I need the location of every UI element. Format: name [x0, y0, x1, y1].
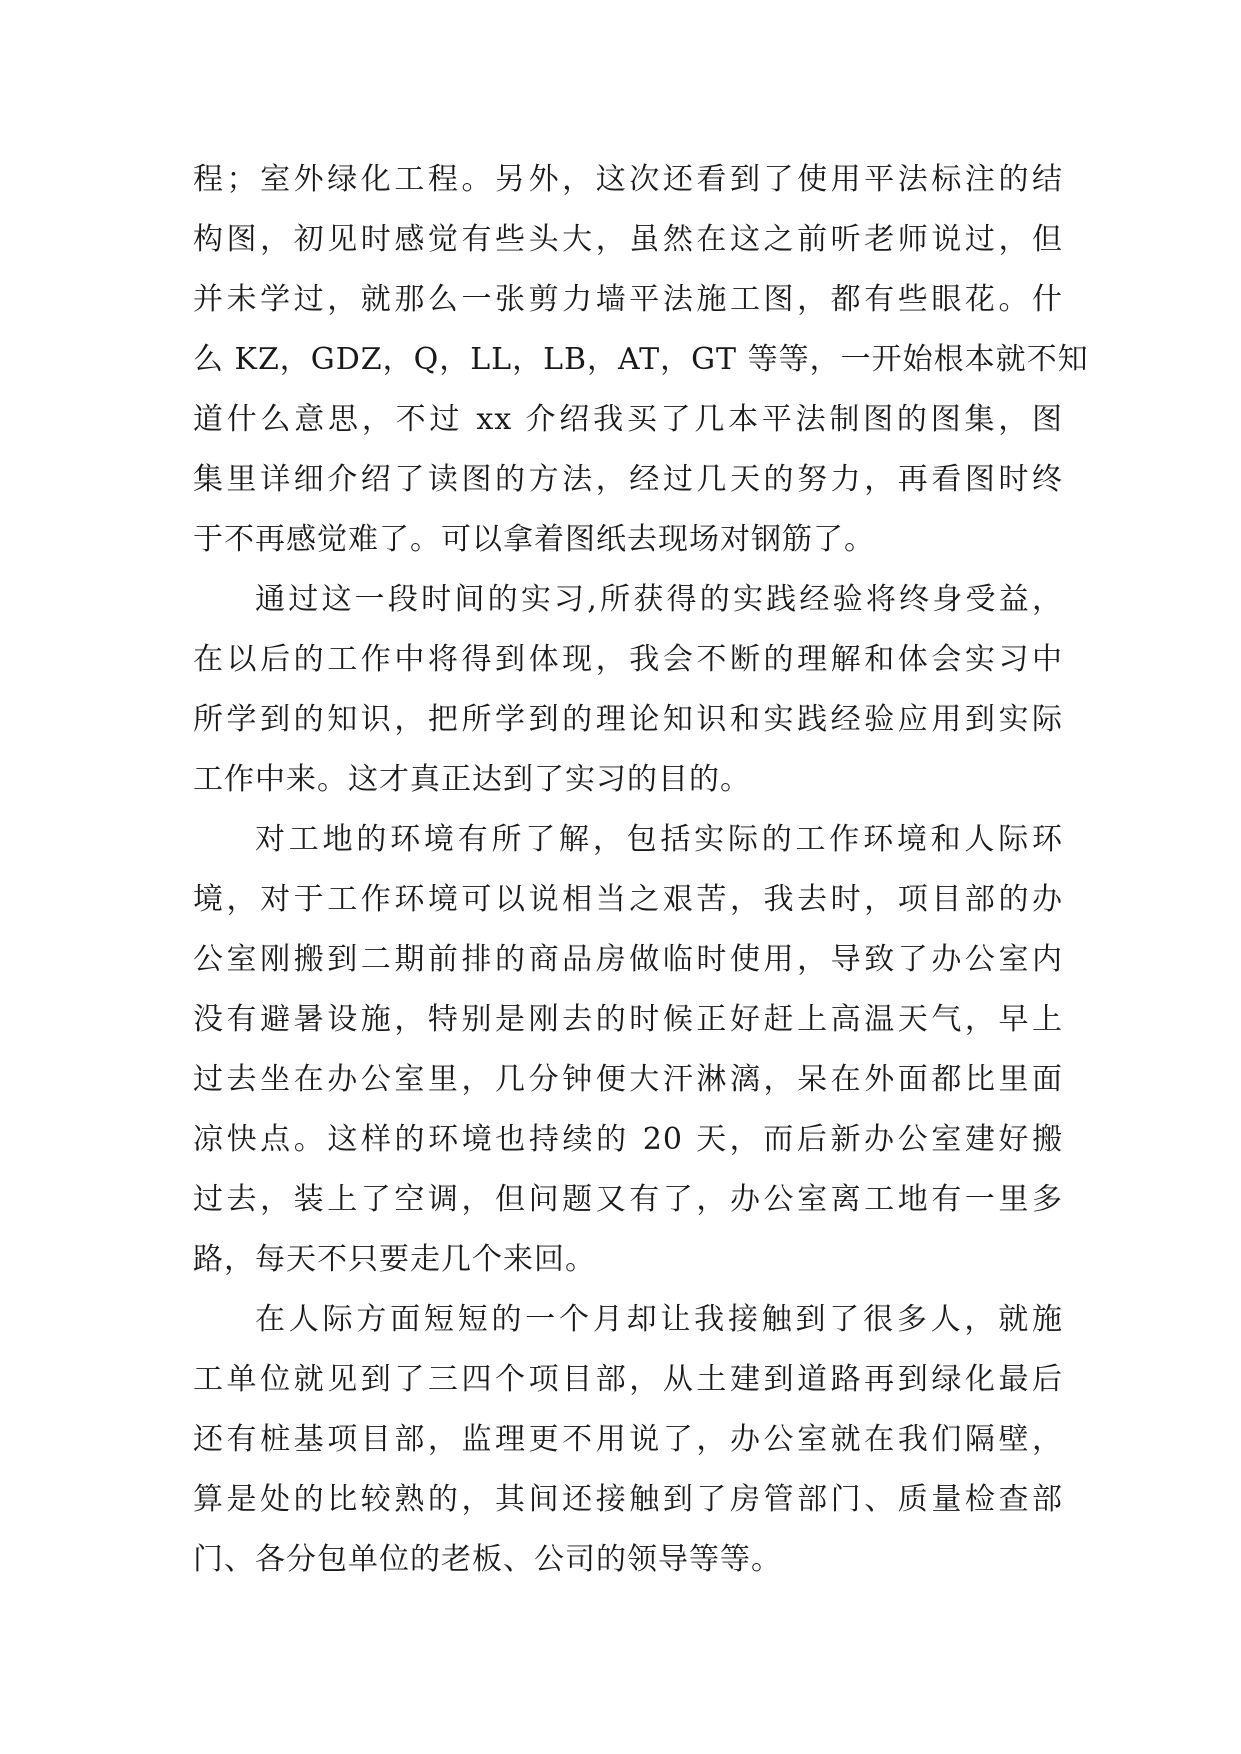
- document-body: [193, 150, 1089, 1590]
- text-line: 在以后的工作中将得到体现，我会不断的理解和体会实习中: [193, 642, 1063, 677]
- text-line: 工单位就见到了三四个项目部，从土建到道路再到绿化最后: [193, 1362, 1063, 1397]
- paragraph-3: [193, 810, 1063, 1290]
- text-line: 工作中来。这才真正达到了实习的目的。: [193, 762, 751, 797]
- text-line: 凉快点。这样的环境也持续的 20 天，而后新办公室建好搬: [193, 1122, 1063, 1157]
- text-line: 公室刚搬到二期前排的商品房做临时使用，导致了办公室内: [193, 942, 1063, 977]
- text-line: 过去坐在办公室里，几分钟便大汗淋漓，呆在外面都比里面: [193, 1062, 1063, 1097]
- text-line: 并未学过，就那么一张剪力墙平法施工图，都有些眼花。什: [193, 282, 1063, 317]
- text-line: 程；室外绿化工程。另外，这次还看到了使用平法标注的结: [193, 162, 1063, 197]
- text-line: 门、各分包单位的老板、公司的领导等等。: [193, 1542, 782, 1577]
- text-line: 于不再感觉难了。可以拿着图纸去现场对钢筋了。: [193, 522, 875, 557]
- paragraph-4: [193, 1290, 1063, 1590]
- text-line: 对工地的环境有所了解，包括实际的工作环境和人际环: [255, 822, 1063, 857]
- text-line: 集里详细介绍了读图的方法，经过几天的努力，再看图时终: [193, 462, 1063, 497]
- text-line: 构图，初见时感觉有些头大，虽然在这之前听老师说过，但: [193, 222, 1063, 257]
- text-line: 所学到的知识，把所学到的理论知识和实践经验应用到实际: [193, 702, 1063, 737]
- text-line: 通过这一段时间的实习,所获得的实践经验将终身受益，: [255, 582, 1063, 617]
- text-line: 算是处的比较熟的，其间还接触到了房管部门、质量检查部: [193, 1482, 1063, 1517]
- text-line: 在人际方面短短的一个月却让我接触到了很多人，就施: [255, 1302, 1063, 1337]
- paragraph-2: [193, 570, 1063, 810]
- text-line: 路，每天不只要走几个来回。: [193, 1242, 596, 1277]
- paragraph-1: [193, 150, 1089, 570]
- text-line: 道什么意思，不过 xx 介绍我买了几本平法制图的图集，图: [193, 402, 1063, 437]
- text-line: 没有避暑设施，特别是刚去的时候正好赶上高温天气，早上: [193, 1002, 1063, 1037]
- text-line: 还有桩基项目部，监理更不用说了，办公室就在我们隔壁，: [193, 1422, 1063, 1457]
- text-line: 么 KZ，GDZ，Q，LL，LB，AT，GT 等等，一开始根本就不知: [193, 342, 1089, 377]
- text-line: 境，对于工作环境可以说相当之艰苦，我去时，项目部的办: [193, 882, 1063, 917]
- text-line: 过去，装上了空调，但问题又有了，办公室离工地有一里多: [193, 1182, 1063, 1217]
